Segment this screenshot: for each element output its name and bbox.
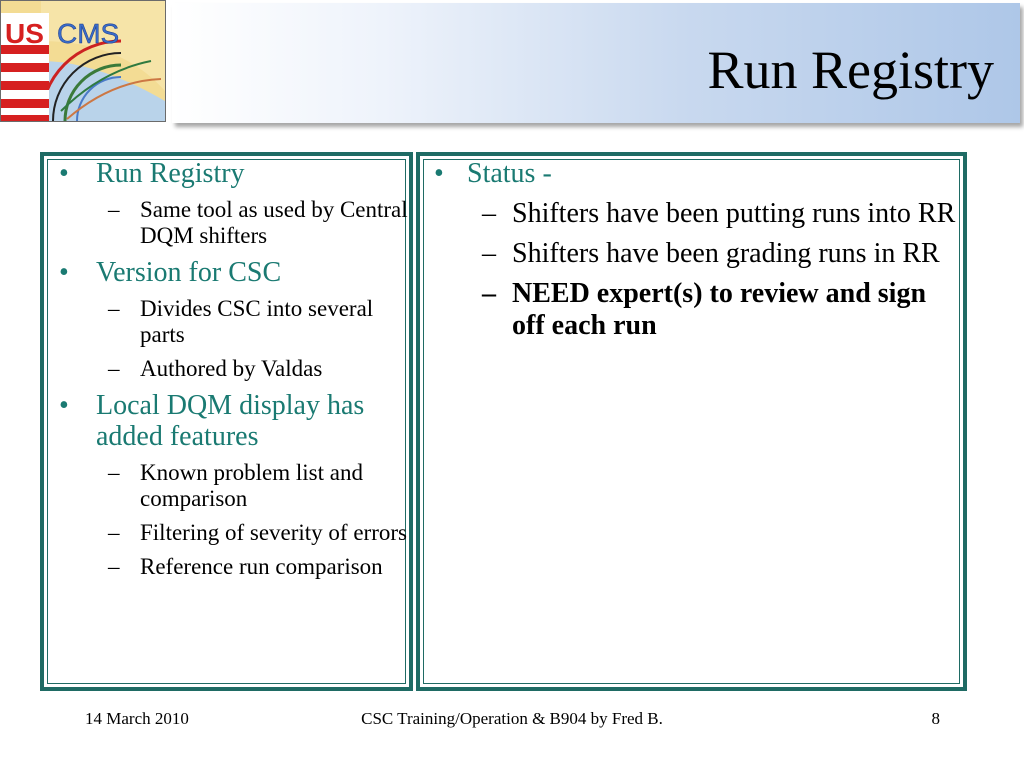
- right-bullet-1-text: Status -: [467, 158, 552, 189]
- footer-date: 14 March 2010: [85, 709, 189, 728]
- left-bullet-2: [44, 257, 409, 288]
- left-subbullet-3-3: [44, 554, 409, 580]
- dash-icon: –: [108, 296, 120, 321]
- bullet-icon: •: [434, 158, 444, 189]
- right-subbullet-1-2: [420, 238, 963, 270]
- left-subbullet-3-3-text: Reference run comparison: [140, 554, 383, 579]
- dash-icon: –: [108, 460, 120, 485]
- left-subbullet-3-1: [44, 460, 409, 512]
- left-bullet-1: [44, 158, 409, 189]
- dash-icon: –: [482, 278, 496, 309]
- left-subbullet-3-1-text: Known problem list and comparison: [140, 460, 363, 511]
- page-title: Run Registry: [707, 40, 994, 100]
- left-subbullet-2-2: [44, 356, 409, 382]
- left-bullet-3-text: Local DQM display has added features: [96, 390, 365, 452]
- left-group-3: [44, 390, 409, 580]
- left-content-panel: [40, 152, 413, 691]
- left-bullet-2-text: Version for CSC: [96, 257, 282, 288]
- left-subbullet-1-1-text: Same tool as used by Central DQM shifters: [140, 197, 408, 248]
- dash-icon: –: [108, 356, 120, 381]
- right-subbullet-1-3-text: NEED expert(s) to review and sign off each run: [512, 278, 927, 341]
- dash-icon: –: [108, 554, 120, 579]
- bullet-icon: •: [59, 158, 69, 189]
- left-subbullet-3-2-text: Filtering of severity of errors: [140, 520, 407, 545]
- dash-icon: –: [482, 198, 496, 229]
- left-bullet-1-text: Run Registry: [96, 158, 245, 189]
- logo-cms-text: CMS: [57, 18, 120, 49]
- right-subbullet-1-3: [420, 278, 963, 342]
- left-subbullet-1-1: [44, 197, 409, 249]
- left-group-1: [44, 158, 409, 249]
- left-subbullet-2-2-text: Authored by Valdas: [140, 356, 323, 381]
- left-subbullet-3-2: [44, 520, 409, 546]
- bullet-icon: •: [59, 257, 69, 288]
- dash-icon: –: [482, 238, 496, 269]
- us-cms-logo: [0, 0, 166, 122]
- left-group-2: [44, 257, 409, 382]
- left-subbullet-2-1-text: Divides CSC into several parts: [140, 296, 374, 347]
- right-subbullet-1-1-text: Shifters have been putting runs into RR: [512, 198, 956, 229]
- right-subbullet-1-2-text: Shifters have been grading runs in RR: [512, 238, 940, 269]
- dash-icon: –: [108, 520, 120, 545]
- bullet-icon: •: [59, 390, 69, 421]
- dash-icon: –: [108, 197, 120, 222]
- footer-center-text: CSC Training/Operation & B904 by Fred B.: [361, 709, 663, 728]
- logo-us-text: US: [5, 18, 44, 49]
- right-group-1: [420, 156, 963, 342]
- right-subbullet-1-1: [420, 198, 963, 230]
- right-content-panel: [416, 152, 967, 691]
- left-subbullet-2-1: [44, 296, 409, 348]
- footer-page-number: 8: [931, 709, 940, 728]
- right-bullet-1: [420, 158, 963, 190]
- left-bullet-3: [44, 390, 409, 452]
